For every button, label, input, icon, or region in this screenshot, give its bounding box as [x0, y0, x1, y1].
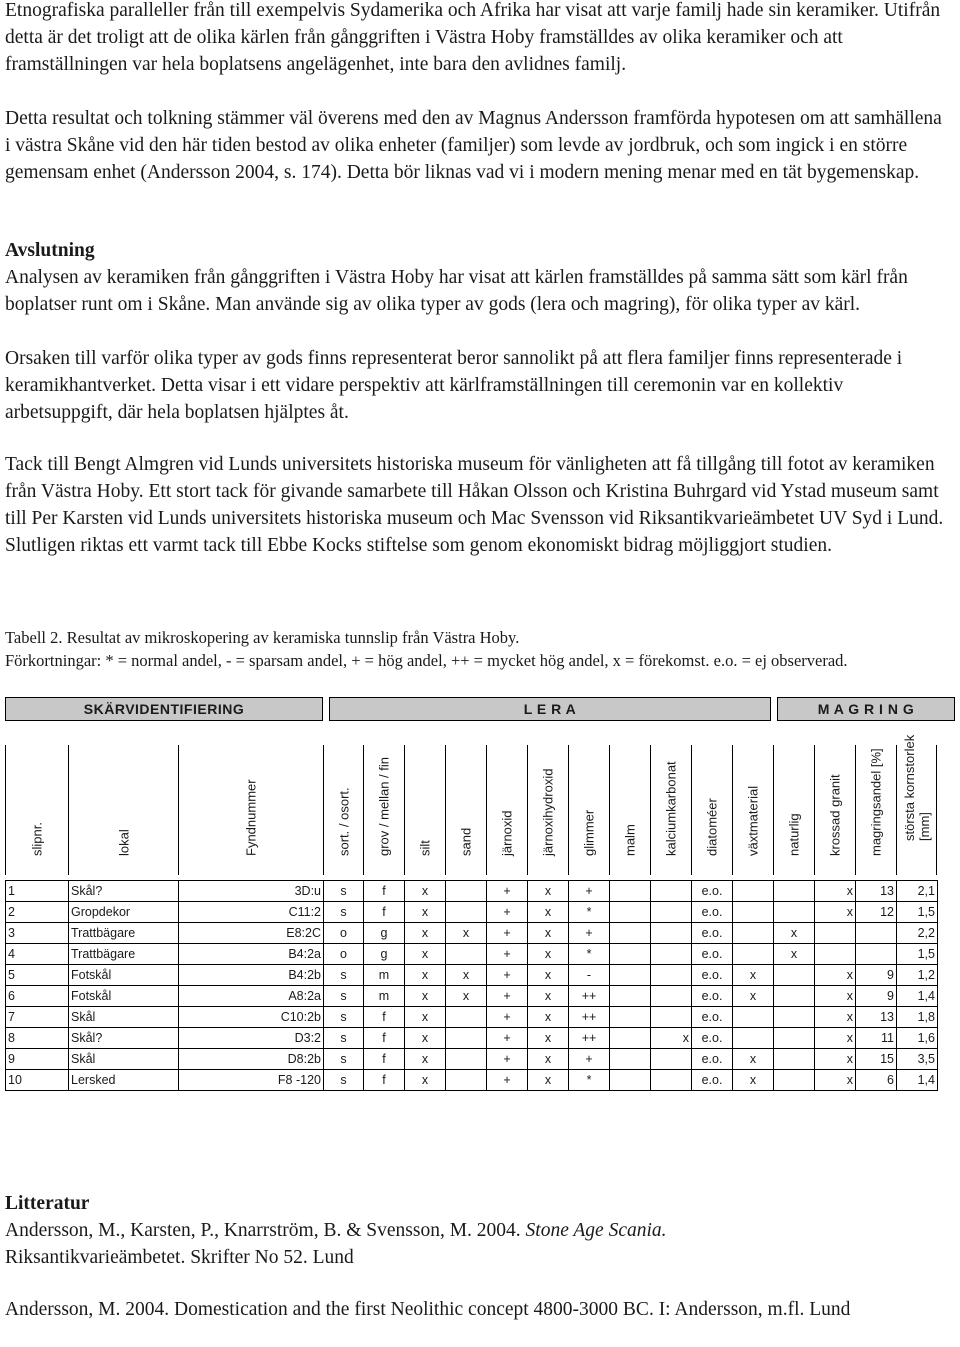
- column-header-label: lokal: [116, 829, 131, 856]
- cell-kornighet: m: [364, 986, 405, 1007]
- table-row: [6, 923, 938, 944]
- column-header-label: Fyndnummer: [243, 779, 259, 856]
- cell-malm: [610, 944, 651, 965]
- cell-fyndnummer: D3:2: [179, 1028, 324, 1049]
- table-row: [6, 944, 938, 965]
- cell-sand: [446, 1028, 487, 1049]
- cell-magringsandel: 15: [856, 1049, 897, 1070]
- column-header-malm: [609, 745, 650, 875]
- cell-krossad-granit: x: [815, 902, 856, 923]
- cell-glimmer: *: [569, 944, 610, 965]
- cell-glimmer: ++: [569, 986, 610, 1007]
- reference-1: [5, 1217, 950, 1271]
- cell-malm: [610, 1049, 651, 1070]
- cell-kalciumkarbonat: [651, 881, 692, 902]
- column-header-kornighet: [363, 745, 404, 875]
- cell-vaxtmaterial: [733, 923, 774, 944]
- cell-kornighet: f: [364, 902, 405, 923]
- cell-glimmer: *: [569, 1070, 610, 1091]
- cell-lokal: Lersked: [69, 1070, 179, 1091]
- cell-kalciumkarbonat: [651, 986, 692, 1007]
- cell-vaxtmaterial: [733, 1007, 774, 1028]
- column-header-lokal: [68, 745, 178, 875]
- table-row: [6, 1070, 938, 1091]
- cell-kornstorlek: 1,4: [897, 986, 938, 1007]
- cell-slipnr: 4: [6, 944, 69, 965]
- cell-krossad-granit: [815, 923, 856, 944]
- cell-jarnoxid: +: [487, 944, 528, 965]
- cell-magringsandel: 6: [856, 1070, 897, 1091]
- cell-glimmer: ++: [569, 1028, 610, 1049]
- cell-silt: x: [405, 1028, 446, 1049]
- cell-sand: x: [446, 965, 487, 986]
- column-header-kornstorlek: [896, 734, 937, 875]
- column-header-label: slipnr.: [29, 822, 45, 856]
- column-header-sand: [445, 745, 486, 875]
- column-header-label: magringsandel [%]: [868, 748, 884, 856]
- column-header-label: glimmer: [581, 809, 597, 856]
- cell-jarnoxihydroxid: x: [528, 902, 569, 923]
- cell-lokal: Gropdekor: [69, 902, 179, 923]
- cell-jarnoxihydroxid: x: [528, 944, 569, 965]
- cell-lokal: Skål: [69, 1007, 179, 1028]
- cell-malm: [610, 902, 651, 923]
- cell-fyndnummer: C10:2b: [179, 1007, 324, 1028]
- section-lera: L E R A: [329, 697, 771, 721]
- cell-silt: x: [405, 944, 446, 965]
- cell-sortering: o: [324, 944, 364, 965]
- cell-sortering: o: [324, 923, 364, 944]
- cell-jarnoxihydroxid: x: [528, 986, 569, 1007]
- cell-jarnoxid: +: [487, 1007, 528, 1028]
- cell-jarnoxid: +: [487, 923, 528, 944]
- cell-naturlig: x: [774, 923, 815, 944]
- cell-krossad-granit: x: [815, 1070, 856, 1091]
- cell-sand: [446, 944, 487, 965]
- cell-fyndnummer: B4:2b: [179, 965, 324, 986]
- column-header-label: järnoxihydroxid: [540, 768, 556, 856]
- cell-silt: x: [405, 1049, 446, 1070]
- cell-slipnr: 2: [6, 902, 69, 923]
- cell-jarnoxid: +: [487, 902, 528, 923]
- cell-slipnr: 6: [6, 986, 69, 1007]
- cell-glimmer: ++: [569, 1007, 610, 1028]
- cell-silt: x: [405, 1007, 446, 1028]
- cell-silt: x: [405, 902, 446, 923]
- cell-diatomeer: e.o.: [692, 1049, 733, 1070]
- paragraph-result: Detta resultat och tolkning stämmer väl överens med den av Magnus Andersson framförda hypotesen om att samhällena i västra Skåne vid den här tiden bestod av olika enheter (familjer) som levde av jordbruk, och som ingick i en större gemensam enhet (Andersson 2004, s. 174). Detta bör liknas vad vi i modern mening menar med en tät bygemenskap.: [5, 108, 942, 183]
- cell-kornstorlek: 2,2: [897, 923, 938, 944]
- cell-fyndnummer: D8:2b: [179, 1049, 324, 1070]
- cell-diatomeer: e.o.: [692, 902, 733, 923]
- cell-krossad-granit: x: [815, 965, 856, 986]
- table-row: [6, 902, 938, 923]
- cell-lokal: Skål?: [69, 1028, 179, 1049]
- column-header-glimmer: [568, 745, 609, 875]
- cell-kornighet: f: [364, 1049, 405, 1070]
- cell-malm: [610, 986, 651, 1007]
- table-abbreviations: Förkortningar: * = normal andel, - = sparsam andel, + = hög andel, ++ = mycket hög andel, x = förekomst. e.o. = ej observerad.: [5, 651, 848, 670]
- cell-kornstorlek: 1,5: [897, 902, 938, 923]
- table-row: [6, 986, 938, 1007]
- cell-silt: x: [405, 986, 446, 1007]
- cell-malm: [610, 881, 651, 902]
- column-header-label: malm: [622, 824, 638, 856]
- cell-sand: [446, 1070, 487, 1091]
- cell-sand: x: [446, 986, 487, 1007]
- paragraph-acknowledgements: Tack till Bengt Almgren vid Lunds universitets historiska museum för vänligheten att få tillgång till fotot av keramiken från Västra Hoby. Ett stort tack för givande samarbete till Håkan Olsson och Kristina Buhrgard vid Ystad museum samt till Per Karsten vid Lunds universitets historiska museum och Mac Svensson vid Riksantikvarieämbetet UV Syd i Lund. Slutligen riktas ett varmt tack till Ebbe Kocks stiftelse som genom ekonomiskt bidrag möjliggjort studien.: [5, 454, 944, 556]
- cell-jarnoxihydroxid: x: [528, 1049, 569, 1070]
- cell-krossad-granit: x: [815, 1007, 856, 1028]
- cell-krossad-granit: x: [815, 1028, 856, 1049]
- cell-magringsandel: [856, 944, 897, 965]
- cell-kornstorlek: 1,8: [897, 1007, 938, 1028]
- cell-diatomeer: e.o.: [692, 1070, 733, 1091]
- cell-vaxtmaterial: x: [733, 1070, 774, 1091]
- cell-vaxtmaterial: [733, 902, 774, 923]
- cell-diatomeer: e.o.: [692, 1028, 733, 1049]
- cell-sortering: s: [324, 965, 364, 986]
- cell-magringsandel: 11: [856, 1028, 897, 1049]
- cell-sortering: s: [324, 1007, 364, 1028]
- cell-magringsandel: 13: [856, 881, 897, 902]
- cell-naturlig: [774, 965, 815, 986]
- table-caption: Tabell 2. Resultat av mikroskopering av keramiska tunnslip från Västra Hoby.: [5, 628, 520, 647]
- cell-sortering: s: [324, 1070, 364, 1091]
- cell-silt: x: [405, 923, 446, 944]
- cell-fyndnummer: 3D:u: [179, 881, 324, 902]
- cell-magringsandel: [856, 923, 897, 944]
- column-header-label: sand: [458, 827, 474, 856]
- cell-malm: [610, 1070, 651, 1091]
- cell-kornstorlek: 1,5: [897, 944, 938, 965]
- cell-glimmer: *: [569, 902, 610, 923]
- column-header-label: kalciumkarbonat: [663, 761, 679, 856]
- table-row: [6, 881, 938, 902]
- cell-glimmer: +: [569, 881, 610, 902]
- cell-krossad-granit: [815, 944, 856, 965]
- table-row: [6, 1007, 938, 1028]
- cell-kalciumkarbonat: [651, 965, 692, 986]
- cell-slipnr: 1: [6, 881, 69, 902]
- cell-naturlig: [774, 1028, 815, 1049]
- cell-lokal: Fotskål: [69, 986, 179, 1007]
- cell-diatomeer: e.o.: [692, 1007, 733, 1028]
- cell-jarnoxid: +: [487, 881, 528, 902]
- column-header-label: järnoxid: [499, 810, 515, 856]
- cell-magringsandel: 13: [856, 1007, 897, 1028]
- cell-kornighet: g: [364, 944, 405, 965]
- cell-magringsandel: 12: [856, 902, 897, 923]
- cell-kornstorlek: 3,5: [897, 1049, 938, 1070]
- cell-fyndnummer: A8:2a: [179, 986, 324, 1007]
- cell-kornighet: f: [364, 1028, 405, 1049]
- cell-silt: x: [405, 1070, 446, 1091]
- cell-kornighet: m: [364, 965, 405, 986]
- cell-jarnoxihydroxid: x: [528, 1007, 569, 1028]
- reference-1-title: Stone Age Scania.: [525, 1220, 667, 1241]
- column-header-silt: [404, 745, 445, 875]
- cell-malm: [610, 965, 651, 986]
- cell-kornstorlek: 1,4: [897, 1070, 938, 1091]
- cell-krossad-granit: x: [815, 881, 856, 902]
- cell-naturlig: [774, 1049, 815, 1070]
- cell-kalciumkarbonat: [651, 1007, 692, 1028]
- reference-2: Andersson, M. 2004. Domestication and the first Neolithic concept 4800-3000 BC. I: Andersson, m.fl. Lund: [5, 1299, 851, 1320]
- results-grid: [5, 880, 938, 1091]
- cell-kalciumkarbonat: [651, 1049, 692, 1070]
- column-header-diatomeer: [691, 745, 732, 875]
- cell-naturlig: [774, 986, 815, 1007]
- heading-litteratur: Litteratur: [5, 1193, 90, 1214]
- cell-kornighet: g: [364, 923, 405, 944]
- section-magring: M A G R I N G: [777, 697, 955, 721]
- cell-vaxtmaterial: [733, 944, 774, 965]
- cell-slipnr: 7: [6, 1007, 69, 1028]
- cell-krossad-granit: x: [815, 986, 856, 1007]
- cell-lokal: Trattbägare: [69, 944, 179, 965]
- column-header-slipnr: [5, 745, 68, 875]
- column-header-fyndnummer: [178, 745, 323, 875]
- cell-malm: [610, 923, 651, 944]
- column-header-label: diatoméer: [704, 798, 720, 856]
- reference-1-publisher: Riksantikvarieämbetet. Skrifter No 52. Lund: [5, 1247, 354, 1268]
- column-header-magringsandel: [855, 745, 896, 875]
- paragraph-reason: Orsaken till varför olika typer av gods finns representerat beror sannolikt på att flera familjer finns representerade i keramikhantverket. Detta visar i ett vidare perspektiv att kärlframställningen till ceremonin var en kollektiv arbetsuppgift, där hela boplatsen hjälptes åt.: [5, 348, 903, 423]
- cell-jarnoxihydroxid: x: [528, 1028, 569, 1049]
- cell-fyndnummer: B4:2a: [179, 944, 324, 965]
- heading-avslutning: Avslutning: [5, 240, 95, 261]
- cell-lokal: Skål: [69, 1049, 179, 1070]
- cell-naturlig: x: [774, 944, 815, 965]
- cell-sortering: s: [324, 902, 364, 923]
- column-header-naturlig: [773, 745, 814, 875]
- column-header-label: största kornstorlek [mm]: [901, 734, 932, 841]
- cell-vaxtmaterial: x: [733, 965, 774, 986]
- cell-kornighet: f: [364, 1070, 405, 1091]
- cell-lokal: Trattbägare: [69, 923, 179, 944]
- column-header-label: grov / mellan / fin: [376, 757, 392, 856]
- column-header-kalciumkarbonat: [650, 745, 691, 875]
- cell-kornighet: f: [364, 881, 405, 902]
- cell-sand: [446, 902, 487, 923]
- cell-slipnr: 8: [6, 1028, 69, 1049]
- cell-lokal: Fotskål: [69, 965, 179, 986]
- cell-krossad-granit: x: [815, 1049, 856, 1070]
- column-header-jarnoxid: [486, 745, 527, 875]
- cell-kornstorlek: 1,2: [897, 965, 938, 986]
- cell-fyndnummer: E8:2C: [179, 923, 324, 944]
- cell-sand: [446, 1049, 487, 1070]
- column-header-label: naturlig: [786, 813, 802, 856]
- table-row: [6, 965, 938, 986]
- table-row: [6, 1049, 938, 1070]
- section-skarvidentifiering: SKÄRVIDENTIFIERING: [5, 697, 323, 721]
- cell-vaxtmaterial: [733, 1028, 774, 1049]
- column-header-label: växtmaterial: [745, 785, 761, 856]
- cell-kalciumkarbonat: [651, 1070, 692, 1091]
- cell-kalciumkarbonat: [651, 944, 692, 965]
- cell-jarnoxid: +: [487, 965, 528, 986]
- cell-sand: [446, 881, 487, 902]
- cell-silt: x: [405, 965, 446, 986]
- cell-fyndnummer: F8 -120: [179, 1070, 324, 1091]
- cell-vaxtmaterial: [733, 881, 774, 902]
- cell-sortering: s: [324, 1028, 364, 1049]
- paragraph-ethnographic: Etnografiska paralleller från till exempelvis Sydamerika och Afrika har visat att varje familj hade sin keramiker. Utifrån detta är det troligt att de olika kärlen från gånggriften i Västra Hoby framställdes av olika keramiker och att framställningen var hela boplatsens angelägenhet, inte bara den avlidnes familj.: [5, 0, 941, 75]
- column-header-jarnoxihydroxid: [527, 745, 568, 875]
- column-header-sortering: [323, 745, 363, 875]
- column-header-krossad-granit: [814, 745, 855, 875]
- cell-jarnoxihydroxid: x: [528, 1070, 569, 1091]
- cell-glimmer: +: [569, 1049, 610, 1070]
- cell-naturlig: [774, 902, 815, 923]
- paragraph-analysis: Analysen av keramiken från gånggriften i Västra Hoby har visat att kärlen framställdes på samma sätt som kärl från boplatser runt om i Skåne. Man använde sig av olika typer av gods (lera och magring), för olika typer av kärl.: [5, 267, 908, 315]
- cell-jarnoxid: +: [487, 986, 528, 1007]
- cell-slipnr: 3: [6, 923, 69, 944]
- column-header-label: sort. / osort.: [336, 787, 351, 856]
- cell-glimmer: -: [569, 965, 610, 986]
- cell-diatomeer: e.o.: [692, 881, 733, 902]
- cell-jarnoxihydroxid: x: [528, 923, 569, 944]
- cell-slipnr: 10: [6, 1070, 69, 1091]
- column-header-vaxtmaterial: [732, 745, 773, 875]
- cell-kalciumkarbonat: x: [651, 1028, 692, 1049]
- cell-magringsandel: 9: [856, 986, 897, 1007]
- cell-malm: [610, 1028, 651, 1049]
- cell-sand: [446, 1007, 487, 1028]
- column-header-label: silt: [417, 840, 433, 856]
- cell-kornstorlek: 2,1: [897, 881, 938, 902]
- cell-jarnoxid: +: [487, 1070, 528, 1091]
- cell-fyndnummer: C11:2: [179, 902, 324, 923]
- cell-malm: [610, 1007, 651, 1028]
- cell-kornstorlek: 1,6: [897, 1028, 938, 1049]
- cell-magringsandel: 9: [856, 965, 897, 986]
- cell-jarnoxid: +: [487, 1049, 528, 1070]
- cell-diatomeer: e.o.: [692, 923, 733, 944]
- cell-silt: x: [405, 881, 446, 902]
- cell-naturlig: [774, 1070, 815, 1091]
- reference-1-authors: Andersson, M., Karsten, P., Knarrström, B. & Svensson, M. 2004.: [5, 1220, 526, 1241]
- cell-sortering: s: [324, 881, 364, 902]
- cell-jarnoxid: +: [487, 1028, 528, 1049]
- cell-sortering: s: [324, 1049, 364, 1070]
- cell-kornighet: f: [364, 1007, 405, 1028]
- cell-vaxtmaterial: x: [733, 986, 774, 1007]
- cell-glimmer: +: [569, 923, 610, 944]
- cell-jarnoxihydroxid: x: [528, 965, 569, 986]
- table-row: [6, 1028, 938, 1049]
- cell-slipnr: 5: [6, 965, 69, 986]
- cell-naturlig: [774, 881, 815, 902]
- cell-kalciumkarbonat: [651, 923, 692, 944]
- cell-diatomeer: e.o.: [692, 986, 733, 1007]
- cell-vaxtmaterial: x: [733, 1049, 774, 1070]
- column-header-label: krossad granit: [827, 774, 843, 856]
- cell-slipnr: 9: [6, 1049, 69, 1070]
- cell-kalciumkarbonat: [651, 902, 692, 923]
- cell-naturlig: [774, 1007, 815, 1028]
- cell-lokal: Skål?: [69, 881, 179, 902]
- cell-jarnoxihydroxid: x: [528, 881, 569, 902]
- cell-diatomeer: e.o.: [692, 944, 733, 965]
- cell-sortering: s: [324, 986, 364, 1007]
- cell-sand: x: [446, 923, 487, 944]
- cell-diatomeer: e.o.: [692, 965, 733, 986]
